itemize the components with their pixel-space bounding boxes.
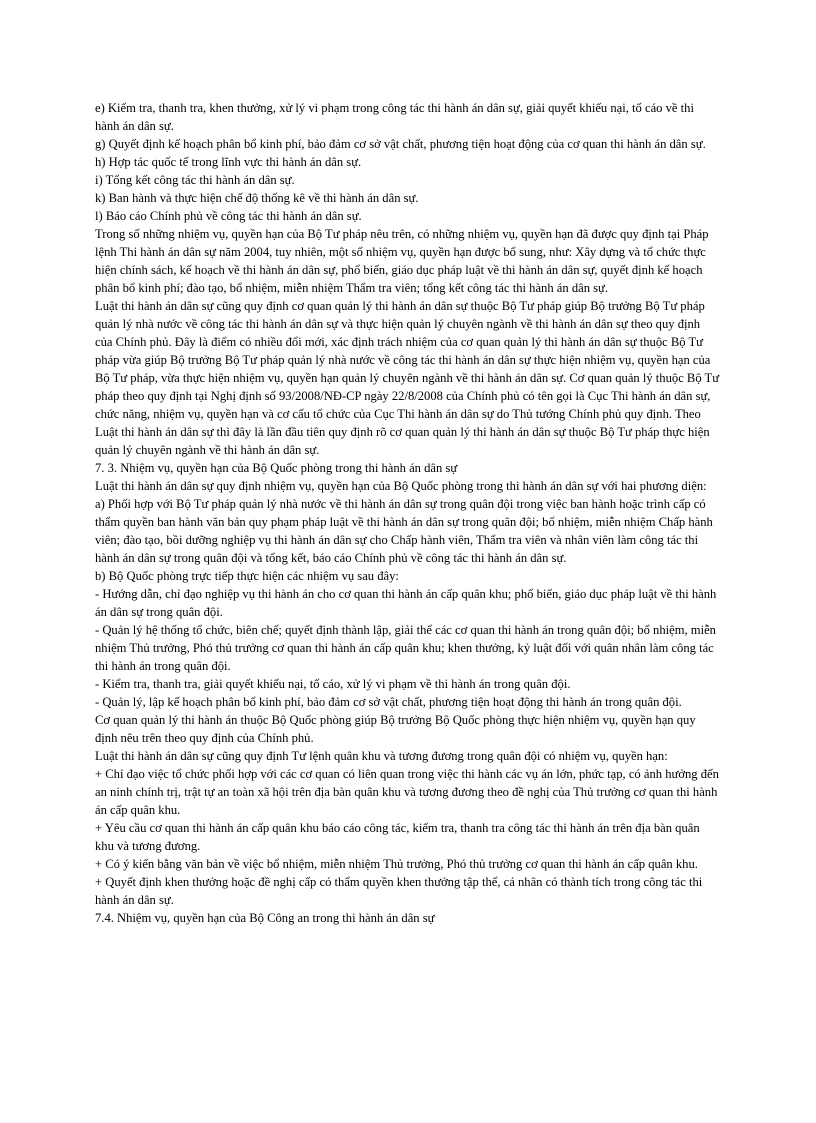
paragraph-defense-intro: Luật thi hành án dân sự quy định nhiệm vụ, quyền hạn của Bộ Quốc phòng trong thi hành án dân sự với hai phương diện: <box>95 479 707 493</box>
section-heading-7-4: 7.4. Nhiệm vụ, quyền hạn của Bộ Công an trong thi hành án dân sự <box>95 911 435 925</box>
paragraph-item-g: g) Quyết định kế hoạch phân bổ kinh phí, bảo đảm cơ sở vật chất, phương tiện hoạt động của cơ quan thi hành án dân sự. <box>95 137 706 151</box>
list-item-commander-1: + Chỉ đạo việc tổ chức phối hợp với các cơ quan có liên quan trong việc thi hành các vụ án lớn, phức tạp, có ảnh hưởng đến an ninh chính trị, trật tự an toàn xã hội trên địa bàn quân khu và tương đương theo đề nghị của Thủ trưởng cơ quan thi hành án cấp quân khu. <box>95 767 719 817</box>
paragraph-ministry-justice-summary: Trong số những nhiệm vụ, quyền hạn của Bộ Tư pháp nêu trên, có những nhiệm vụ, quyền hạn đã được quy định tại Pháp lệnh Thi hành án dân sự năm 2004, tuy nhiên, một số nhiệm vụ, quyền hạn được bổ sung, như: Xây dựng và tổ chức thực hiện chính sách, kế hoạch về thi hành án dân sự, phổ biến, giáo dục pháp luật về thi hành án dân sự, quyết định kế hoạch phân bổ kinh phí; đào tạo, bổ nhiệm, miễn nhiệm Thẩm tra viên; tổng kết công tác thi hành án dân sự. <box>95 227 709 295</box>
paragraph-defense-a: a) Phối hợp với Bộ Tư pháp quản lý nhà nước về thi hành án dân sự trong quân đội trong việc ban hành hoặc trình cấp có thẩm quyền ban hành văn bản quy phạm pháp luật về thi hành án dân sự trong quân đội; bổ nhiệm, miễn nhiệm Chấp hành viên; đào tạo, bồi dưỡng nghiệp vụ thi hành án dân sự cho Chấp hành viên, Thẩm tra viên và nhân viên làm công tác thi hành án dân sự trong quân đội và tổng kết, báo cáo Chính phủ về công tác thi hành án dân sự. <box>95 497 713 565</box>
paragraph-defense-b: b) Bộ Quốc phòng trực tiếp thực hiện các nhiệm vụ sau đây: <box>95 569 399 583</box>
list-item-defense-1: - Hướng dẫn, chỉ đạo nghiệp vụ thi hành án cho cơ quan thi hành án cấp quân khu; phổ biến, giáo dục pháp luật về thi hành án dân sự trong quân đội. <box>95 587 717 619</box>
list-item-defense-2: - Quản lý hệ thống tổ chức, biên chế; quyết định thành lập, giải thể các cơ quan thi hành án trong quân đội; bổ nhiệm, miễn nhiệm Thủ trưởng, Phó thủ trưởng cơ quan thi hành án cấp quân khu; khen thưởng, kỷ luật đối với quân nhân làm công tác thi hành án trong quân đội. <box>95 623 716 673</box>
paragraph-item-i: i) Tổng kết công tác thi hành án dân sự. <box>95 173 295 187</box>
paragraph-item-k: k) Ban hành và thực hiện chế độ thống kê về thi hành án dân sự. <box>95 191 419 205</box>
section-heading-7-3: 7. 3. Nhiệm vụ, quyền hạn của Bộ Quốc phòng trong thi hành án dân sự <box>95 461 458 475</box>
paragraph-military-commander: Luật thi hành án dân sự cũng quy định Tư lệnh quân khu và tương đương trong quân đội có nhiệm vụ, quyền hạn: <box>95 749 668 763</box>
paragraph-management-agency: Luật thi hành án dân sự cũng quy định cơ quan quản lý thi hành án dân sự thuộc Bộ Tư pháp giúp Bộ trưởng Bộ Tư pháp quản lý nhà nước về công tác thi hành án dân sự và thực hiện quản lý chuyên ngành về thi hành án dân sự theo quy định của Chính phủ. Đây là điểm có nhiều đổi mới, xác định trách nhiệm của cơ quan quản lý thi hành án dân sự thuộc Bộ Tư pháp vừa giúp Bộ trưởng Bộ Tư pháp quản lý nhà nước về công tác thi hành án dân sự thực hiện nhiệm vụ, quyền hạn của Bộ Tư pháp, vừa thực hiện nhiệm vụ, quyền hạn quản lý chuyên ngành về thi hành án dân sự. Cơ quan quản lý thuộc Bộ Tư pháp theo quy định tại Nghị định số 93/2008/NĐ-CP ngày 22/8/2008 của Chính phủ có tên gọi là Cục Thi hành án dân sự, chức năng, nhiệm vụ, quyền hạn và cơ cấu tổ chức của Cục Thi hành án dân sự do Thủ tướng Chính phủ quy định. Theo Luật thi hành án dân sự thì đây là lần đầu tiên quy định rõ cơ quan quản lý thi hành án dân sự thuộc Bộ Tư pháp thực hiện quản lý chuyên ngành về thi hành án dân sự. <box>95 299 720 457</box>
paragraph-item-l: l) Báo cáo Chính phủ về công tác thi hành án dân sự. <box>95 209 362 223</box>
list-item-commander-3: + Có ý kiến bằng văn bản về việc bổ nhiệm, miễn nhiệm Thủ trưởng, Phó thủ trưởng cơ quan thi hành án cấp quân khu. <box>95 857 698 871</box>
document-body <box>95 99 720 927</box>
list-item-commander-2: + Yêu cầu cơ quan thi hành án cấp quân khu báo cáo công tác, kiểm tra, thanh tra công tác thi hành án trên địa bàn quân khu và tương đương. <box>95 821 700 853</box>
list-item-defense-3: - Kiểm tra, thanh tra, giải quyết khiếu nại, tố cáo, xử lý vi phạm về thi hành án trong quân đội. <box>95 677 571 691</box>
list-item-commander-4: + Quyết định khen thưởng hoặc đề nghị cấp có thẩm quyền khen thưởng tập thể, cá nhân có thành tích trong công tác thi hành án dân sự. <box>95 875 703 907</box>
paragraph-item-e: e) Kiểm tra, thanh tra, khen thưởng, xử lý vi phạm trong công tác thi hành án dân sự, giải quyết khiếu nại, tố cáo về thi hành án dân sự. <box>95 101 694 133</box>
paragraph-defense-agency: Cơ quan quản lý thi hành án thuộc Bộ Quốc phòng giúp Bộ trưởng Bộ Quốc phòng thực hiện nhiệm vụ, quyền hạn quy định nêu trên theo quy định của Chính phủ. <box>95 713 696 745</box>
list-item-defense-4: - Quản lý, lập kế hoạch phân bổ kinh phí, bảo đảm cơ sở vật chất, phương tiện hoạt động thi hành án trong quân đội. <box>95 695 682 709</box>
paragraph-item-h: h) Hợp tác quốc tế trong lĩnh vực thi hành án dân sự. <box>95 155 362 169</box>
